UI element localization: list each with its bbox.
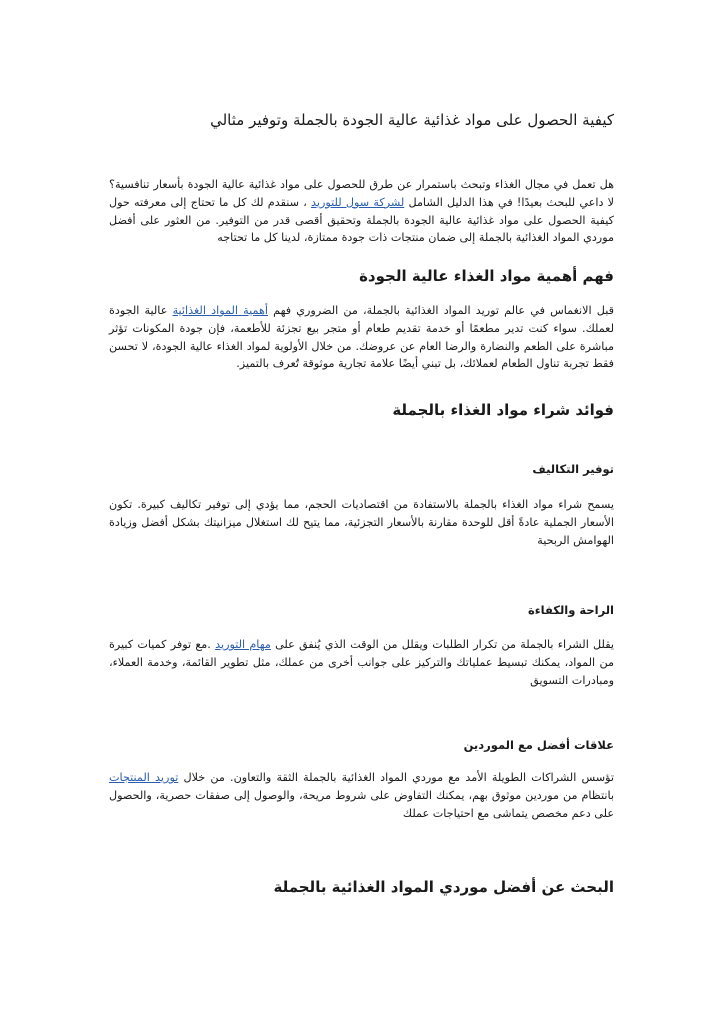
food-importance-link[interactable]: أهمية المواد الغذائية xyxy=(172,304,268,317)
relations-paragraph xyxy=(109,769,614,822)
product-supply-link[interactable]: توريد المنتجات xyxy=(109,771,179,784)
page-title: كيفية الحصول على مواد غذائية عالية الجودة بالجملة وتوفير مثالي xyxy=(210,111,614,129)
intro-text-end: ، سنقدم لك كل ما تحتاج إلى معرفته حول كيفية الحصول على مواد غذائية عالية الجودة بالجملة وتحقيق أقصى قدر من التوفير. من العثور على أفضل موردي المواد الغذائية بالجملة إلى ضمان منتجات ذات جودة ممتازة، لدينا كل ما تحتاجه xyxy=(109,195,614,245)
comfort-text-end: .مع توفر كميات كبيرة من المواد، يمكنك تبسيط عملياتك والتركيز على جوانب أخرى من عملك، مثل تطوير القائمة، وخدمة العملاء، ومبادرات التسويق xyxy=(109,638,614,687)
heading-cost-saving: توفير التكاليف xyxy=(532,462,614,476)
supply-tasks-link[interactable]: مهام التوريد xyxy=(215,638,271,651)
relations-text-start: تؤسس الشراكات الطويلة الأمد مع موردي المواد الغذائية بالجملة الثقة والتعاون. من خلال xyxy=(178,771,614,784)
heading-find-best-suppliers: البحث عن أفضل موردي المواد الغذائية بالجملة xyxy=(273,878,614,896)
importance-paragraph xyxy=(109,302,614,373)
intro-paragraph xyxy=(109,176,614,247)
intro-text-start: هل تعمل في مجال الغذاء وتبحث باستمرار عن طرق للحصول على مواد غذائية عالية الجودة بأسعار تنافسية؟ لا داعي للبحث بعيدًا! في هذا الدليل الشامل xyxy=(109,178,615,209)
heading-comfort-efficiency: الراحة والكفاءة xyxy=(528,603,614,617)
comfort-text-start: يقلل الشراء بالجملة من تكرار الطلبات ويقلل من الوقت الذي يُنفق على xyxy=(270,638,614,651)
sol-supply-link[interactable]: لشركة سول للتوريد xyxy=(311,195,405,209)
importance-text-start: قبل الانغماس في عالم توريد المواد الغذائية بالجملة، من الضروري فهم xyxy=(267,304,614,317)
heading-wholesale-benefits: فوائد شراء مواد الغذاء بالجملة xyxy=(392,401,614,419)
importance-text-end: عالية الجودة لعملك. سواء كنت تدير مطعمًا أو خدمة تقديم طعام أو متجر بيع تجزئة للأطعمة، فإن جودة المكونات تؤثر مباشرة على الطعم والنضارة والرضا العام عن عروضك. من خلال الأولوية لمواد الغذاء عالية الجودة، لا تحسن فقط تجربة تناول الطعام لعملائك، بل تبني أيضًا علامة تجارية موثوقة تُعرف بالتميز. xyxy=(109,304,614,371)
cost-saving-paragraph: يسمح شراء مواد الغذاء بالجملة بالاستفادة من اقتصاديات الحجم، مما يؤدي إلى توفير تكاليف كبيرة. تكون الأسعار الجملية عادةً أقل للوحدة مقارنة بالأسعار التجزئية، مما يتيح لك استغلال ميزانيتك بشكل أفضل وزيادة الهوامش الربحية xyxy=(109,498,614,547)
heading-supplier-relations: علاقات أفضل مع الموردين xyxy=(463,738,614,752)
heading-food-quality-importance: فهم أهمية مواد الغذاء عالية الجودة xyxy=(359,267,614,285)
comfort-paragraph xyxy=(109,636,614,689)
relations-text-end: بانتظام من موردين موثوق بهم، يمكنك التفاوض على شروط مريحة، والوصول إلى صفقات حصرية، والحصول على دعم مخصص يتماشى مع احتياجات عملك xyxy=(109,788,614,820)
